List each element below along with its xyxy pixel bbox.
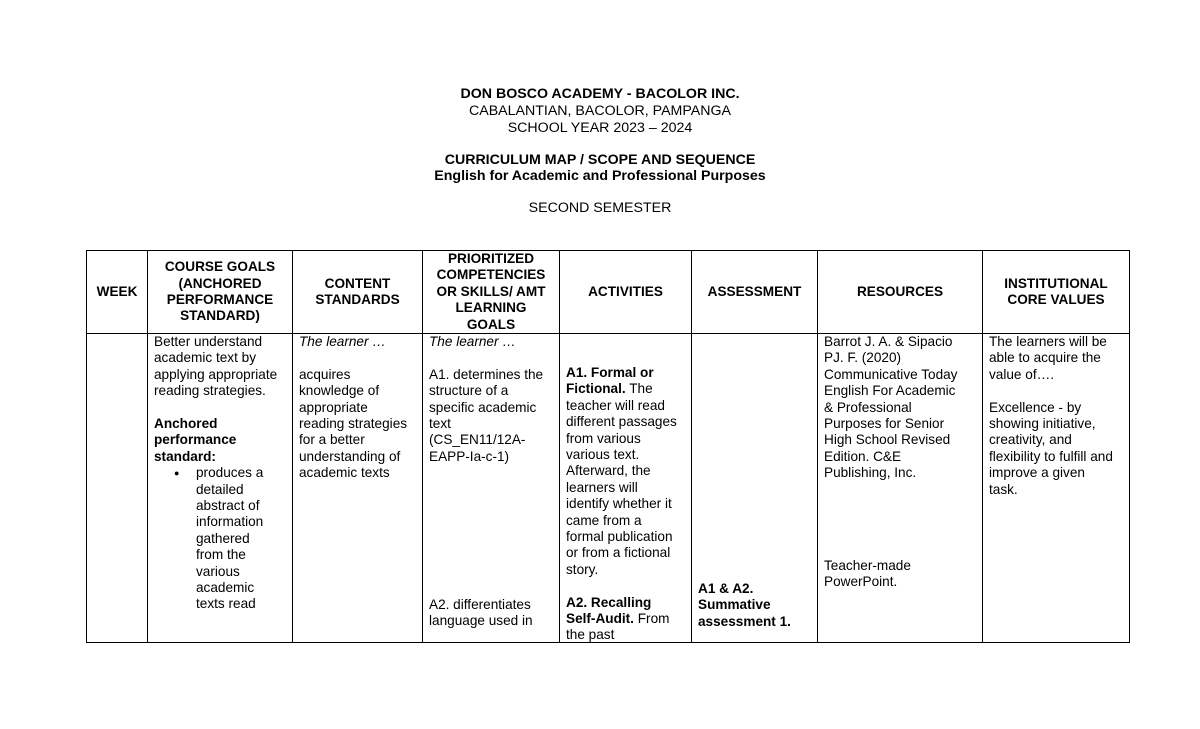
text-line: reading strategies. <box>154 383 266 399</box>
header-activities <box>560 251 691 333</box>
text-line: PowerPoint. <box>824 574 898 590</box>
text-line: Summative <box>698 597 771 613</box>
school-address: CABALANTIAN, BACOLOR, PAMPANGA <box>468 103 731 119</box>
text-line: assessment 1. <box>698 613 791 629</box>
text-line: various <box>196 563 240 579</box>
text-line: from various <box>566 430 641 446</box>
text-line: teacher will read <box>566 397 665 413</box>
text-line: identify whether it <box>566 496 672 512</box>
header-line: COURSE GOALS <box>164 259 276 275</box>
text-line: came from a <box>566 512 642 528</box>
text-line: improve a given <box>989 465 1085 481</box>
text-line: Better understand <box>154 334 263 349</box>
text-line: structure of a <box>429 383 509 399</box>
school-year: SCHOOL YEAR 2023 – 2024 <box>507 120 693 136</box>
text-line: or from a fictional <box>566 545 671 561</box>
anchored-label: standard: <box>154 448 216 464</box>
header-line: CORE VALUES <box>1007 292 1105 307</box>
header-line: INSTITUTIONAL <box>1004 275 1108 291</box>
subject-title: English for Academic and Professional Purposes <box>434 168 766 184</box>
header-core-values-label <box>1004 276 1107 309</box>
text-line: specific academic <box>429 399 537 415</box>
text-fragment: From <box>633 611 670 627</box>
text-line: story. <box>566 561 599 577</box>
header-competencies-label <box>437 251 546 333</box>
text-line: Edition. C&E <box>824 448 902 464</box>
text-line: detailed <box>196 481 244 497</box>
school-name: DON BOSCO ACADEMY - BACOLOR INC. <box>460 86 740 102</box>
table-border-right <box>1129 250 1130 643</box>
text-line: gathered <box>196 530 250 546</box>
text-line: A2. differentiates <box>429 597 531 612</box>
text-line: The learners will be <box>989 334 1107 349</box>
text-line: (CS_EN11/12A- <box>429 432 526 448</box>
header-course-goals <box>148 251 292 333</box>
text-line: knowledge of <box>299 383 380 399</box>
header-week <box>87 251 147 333</box>
activity-title: A2. Recalling <box>566 594 652 610</box>
text-line: able to acquire the <box>989 350 1101 366</box>
header-content-standards-label <box>315 276 399 309</box>
text-line: value of…. <box>989 366 1054 382</box>
header-line: PERFORMANCE <box>166 292 274 307</box>
text-line: formal publication <box>566 529 673 545</box>
cell-competencies <box>429 334 558 465</box>
activity-title: Self-Audit. <box>566 611 634 627</box>
text-fragment: The <box>625 381 653 397</box>
text-line: acquires <box>299 366 351 382</box>
text-line: the past <box>566 627 615 643</box>
text-line: A1 & A2. <box>698 581 754 596</box>
header-content-standards <box>293 251 422 333</box>
text-line: creativity, and <box>989 432 1072 448</box>
text-line: Purposes for Senior <box>824 416 945 432</box>
header-line: STANDARDS <box>315 292 400 307</box>
text-line: Excellence - by <box>989 399 1082 415</box>
text-line: showing initiative, <box>989 416 1096 432</box>
text-line: & Professional <box>824 399 912 415</box>
text-line: Teacher-made <box>824 558 911 573</box>
header-line: (ANCHORED <box>178 275 262 291</box>
text-line: text <box>429 416 451 432</box>
activity-title: Fictional. <box>566 381 626 397</box>
header-line: PRIORITIZED <box>447 250 535 266</box>
header-competencies <box>423 251 559 333</box>
cell-resources <box>824 334 981 482</box>
text-line: Barrot J. A. & Sipacio <box>824 334 953 349</box>
cell-course-goals <box>154 334 292 613</box>
text-line: task. <box>989 481 1018 497</box>
text-line: from the <box>196 547 246 563</box>
header-resources-label: RESOURCES <box>856 283 944 299</box>
header-assessment <box>692 251 817 333</box>
bullet-item <box>154 465 292 613</box>
cell-core-values <box>989 334 1128 498</box>
bullet-text <box>196 465 263 613</box>
activity-title: A1. Formal or <box>566 365 654 380</box>
header-line: OR SKILLS/ AMT <box>436 283 546 299</box>
header-resources <box>818 251 982 333</box>
header-assessment-label: ASSESSMENT <box>707 283 802 299</box>
text-line: different passages <box>566 414 677 430</box>
text-line: for a better <box>299 432 365 448</box>
header-line: CONTENT <box>324 275 391 291</box>
learner-lead: The learner … <box>299 334 386 349</box>
text-line: learners will <box>566 479 638 495</box>
text-line: Afterward, the <box>566 463 651 479</box>
anchored-label: Anchored <box>154 416 218 432</box>
text-line: applying appropriate <box>154 366 278 382</box>
header-core-values <box>983 251 1129 333</box>
cell-content-standards <box>299 334 421 482</box>
header-week-label: WEEK <box>96 283 138 299</box>
text-line: reading strategies <box>299 416 408 432</box>
text-line: various text. <box>566 447 640 463</box>
text-line: language used in <box>429 613 533 629</box>
text-line: PJ. F. (2020) <box>824 350 902 366</box>
semester-label: SECOND SEMESTER <box>528 200 672 216</box>
text-line: produces a <box>196 465 264 481</box>
cell-activities <box>566 365 691 644</box>
learner-lead: The learner … <box>429 334 516 349</box>
text-line: texts read <box>196 596 256 612</box>
header-line: STANDARD) <box>180 308 260 324</box>
text-line: EAPP-Ia-c-1) <box>429 448 510 464</box>
text-line: understanding of <box>299 448 401 464</box>
text-line: A1. determines the <box>429 366 544 382</box>
text-line: academic <box>196 580 255 596</box>
text-line: abstract of <box>196 498 260 514</box>
text-line: English For Academic <box>824 383 956 399</box>
header-line: COMPETENCIES <box>436 267 546 283</box>
text-line: Publishing, Inc. <box>824 465 917 481</box>
text-line: academic text by <box>154 350 256 366</box>
header-line: GOALS <box>466 316 516 332</box>
header-line: LEARNING <box>455 300 527 316</box>
cell-assessment <box>698 581 816 630</box>
cell-resources-extra <box>824 558 981 591</box>
header-course-goals-label <box>165 259 275 325</box>
text-line: High School Revised <box>824 432 951 448</box>
anchored-label: performance <box>154 432 237 448</box>
text-line: Communicative Today <box>824 366 958 382</box>
text-line: information <box>196 514 264 530</box>
header-activities-label: ACTIVITIES <box>588 283 663 299</box>
text-line: academic texts <box>299 465 390 481</box>
document-title: CURRICULUM MAP / SCOPE AND SEQUENCE <box>444 152 756 168</box>
cell-competencies-a2 <box>429 597 558 630</box>
text-line: flexibility to fulfill and <box>989 448 1113 464</box>
text-line: appropriate <box>299 399 368 415</box>
bullet-icon: ● <box>174 468 180 479</box>
